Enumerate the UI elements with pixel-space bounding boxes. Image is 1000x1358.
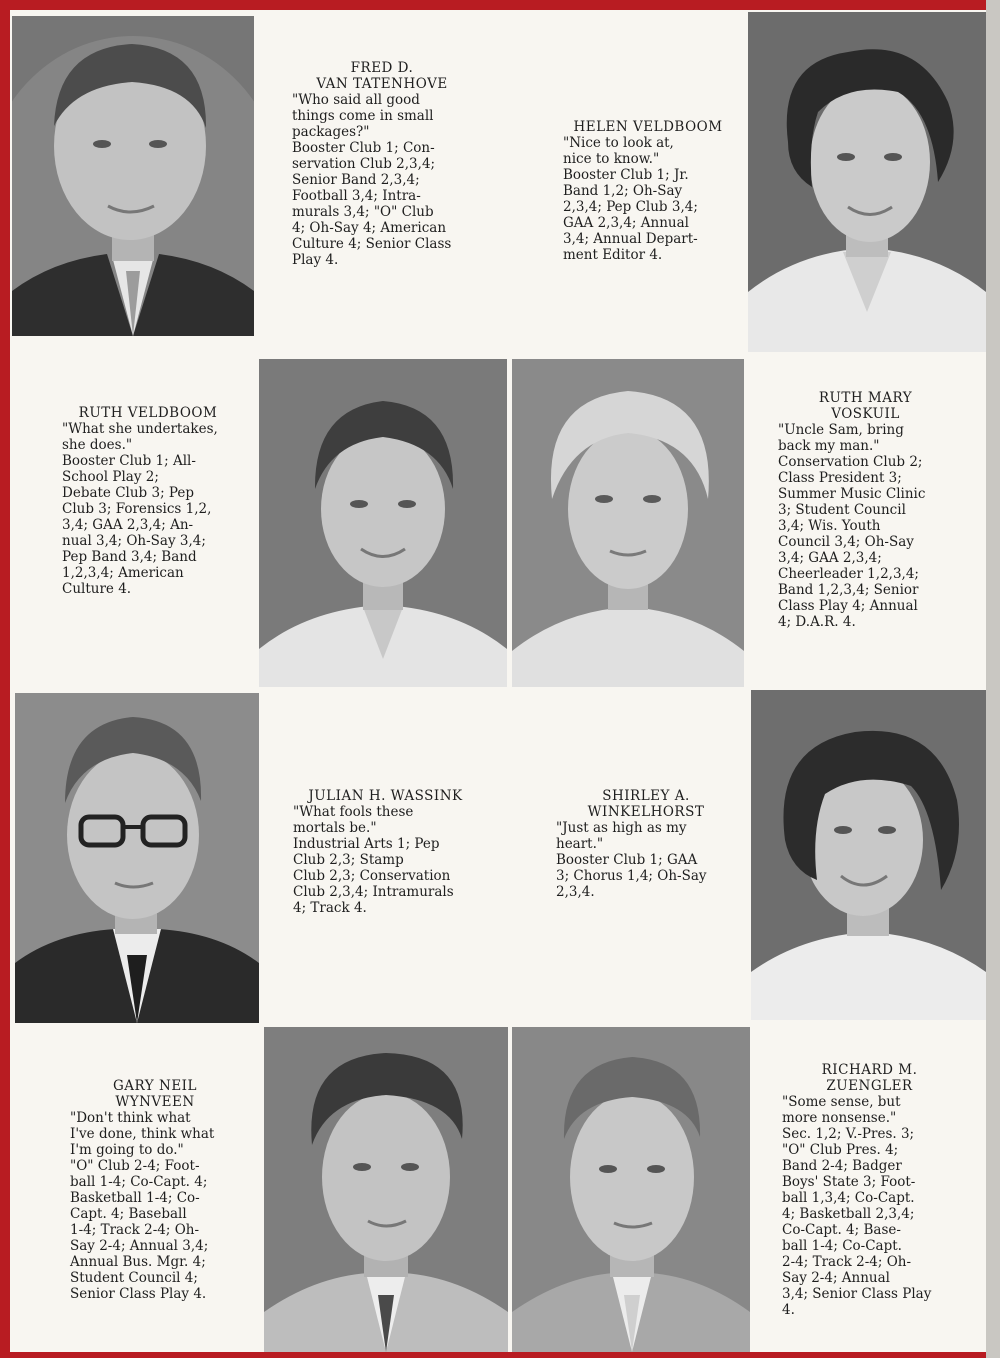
portrait-image [512, 359, 744, 687]
bio-gary [70, 1078, 240, 1302]
bio-ruth-veldboom [62, 405, 234, 597]
bio-richard [782, 1062, 957, 1318]
activities-list: Booster Club 1; All- School Play 2; Debate Club 3; Pep Club 3; Forensics 1,2, 3,4; GAA 2,3,4; An- nual 3,4; Oh-Say 3,4; Pep Band 3,4; Band 1,2,3,4; American Culture 4. [62, 453, 212, 597]
portrait-richard [512, 1027, 750, 1352]
activities-list: Booster Club 1; Con- servation Club 2,3,4; Senior Band 2,3,4; Football 3,4; Intra- murals 3,4; "O" Club 4; Oh-Say 4; American Culture 4; Senior Class Play 4. [292, 140, 452, 268]
book-spine [986, 0, 1000, 1358]
portrait-shirley [751, 690, 986, 1020]
senior-quote: "Just as high as my heart." [556, 820, 687, 852]
student-name: RICHARD M. ZUENGLER [821, 1062, 918, 1094]
bio-julian [293, 788, 478, 916]
portrait-helen [748, 12, 986, 352]
activities-list: Conservation Club 2; Class President 3; Summer Music Clinic 3; Student Council 3,4; Wis. Youth Council 3,4; Oh-Say 3,4; GAA 2,3,4; Cheerleader 1,2,3,4; Band 1,2,3,4; Senior Class Play 4; Annual 4; D.A.R. 4. [778, 454, 926, 630]
portrait-image [259, 359, 507, 687]
portrait-image [748, 12, 986, 352]
student-name: RUTH MARY VOSKUIL [818, 390, 913, 422]
student-name: RUTH VELDBOOM [78, 405, 218, 421]
activities-list: Industrial Arts 1; Pep Club 2,3; Stamp Club 2,3; Conservation Club 2,3,4; Intramurals 4; Track 4. [293, 836, 454, 916]
portrait-image [15, 693, 259, 1023]
portrait-image [512, 1027, 750, 1352]
bio-helen [563, 119, 733, 263]
portrait-ruth-veldboom [259, 359, 507, 687]
portrait-ruth-mary-voskuil [512, 359, 744, 687]
activities-list: "O" Club 2-4; Foot- ball 1-4; Co-Capt. 4; Basketball 1-4; Co- Capt. 4; Baseball 1-4; Track 2-4; Oh- Say 2-4; Annual 3,4; Annual Bus. Mgr. 4; Student Council 4; Senior Class Play 4. [70, 1158, 209, 1302]
senior-quote: "Some sense, but more nonsense." [782, 1094, 901, 1126]
portrait-image [12, 16, 254, 336]
activities-list: Booster Club 1; GAA 3; Chorus 1,4; Oh-Say 2,3,4. [556, 852, 707, 900]
portrait-gary [264, 1027, 508, 1352]
yearbook-page [10, 10, 986, 1352]
activities-list: Sec. 1,2; V.-Pres. 3; "O" Club Pres. 4; Band 2-4; Badger Boys' State 3; Foot- ball 1,3,4; Co-Capt. 4; Basketball 2,3,4; Co-Capt. 4; Base- ball 1-4; Co-Capt. 2-4; Track 2-4; Oh- Say 2-4; Annual 3,4; Senior Class Play 4. [782, 1126, 932, 1318]
senior-quote: "Uncle Sam, bring back my man." [778, 422, 904, 454]
student-name: SHIRLEY A. WINKELHORST [587, 788, 705, 820]
student-name: JULIAN H. WASSINK [308, 788, 463, 804]
portrait-fred [12, 16, 254, 336]
student-name: FRED D. VAN TATENHOVE [316, 60, 448, 92]
bio-shirley [556, 788, 736, 900]
student-name: GARY NEIL WYNVEEN [113, 1078, 197, 1110]
senior-quote: "What fools these mortals be." [293, 804, 414, 836]
activities-list: Booster Club 1; Jr. Band 1,2; Oh-Say 2,3,4; Pep Club 3,4; GAA 2,3,4; Annual 3,4; Annual Depart- ment Editor 4. [563, 167, 698, 263]
senior-quote: "Nice to look at, nice to know." [563, 135, 674, 167]
bio-ruth-mary-voskuil [778, 390, 953, 630]
portrait-julian [15, 693, 259, 1023]
senior-quote: "Who said all good things come in small packages?" [292, 92, 434, 140]
student-name: HELEN VELDBOOM [573, 119, 723, 135]
portrait-image [751, 690, 986, 1020]
bio-fred [292, 60, 472, 268]
portrait-image [264, 1027, 508, 1352]
senior-quote: "What she undertakes, she does." [62, 421, 218, 453]
senior-quote: "Don't think what I've done, think what I'm going to do." [70, 1110, 215, 1158]
